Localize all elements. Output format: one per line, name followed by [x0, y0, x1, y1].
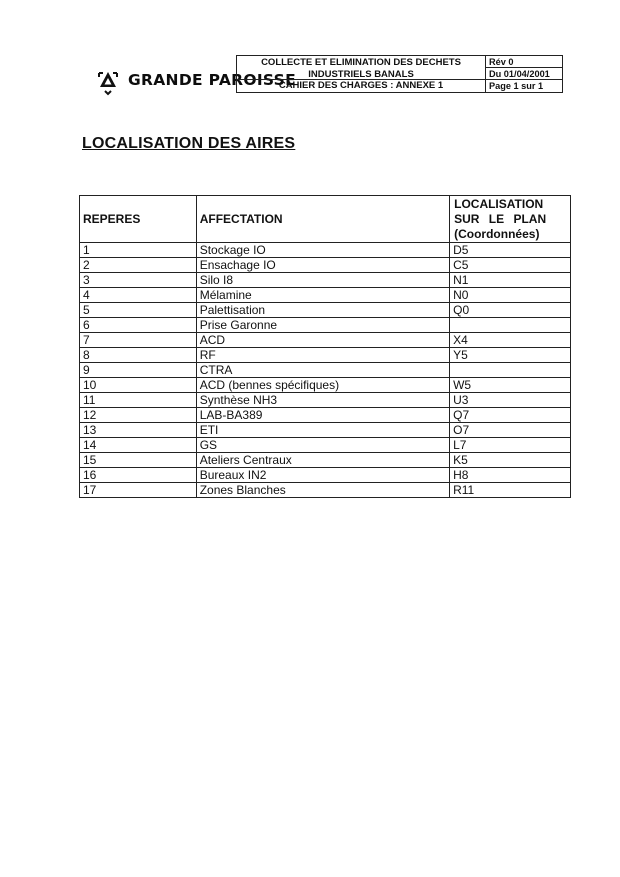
cell-localisation: Q7 [450, 408, 571, 423]
header-localisation-line-1: LOCALISATION [454, 196, 544, 211]
cell-affectation: Bureaux IN2 [196, 468, 449, 483]
locations-table [79, 195, 571, 498]
table-row [80, 438, 571, 453]
cell-repere: 14 [80, 438, 197, 453]
cell-affectation: LAB-BA389 [196, 408, 449, 423]
cell-localisation: R11 [450, 483, 571, 498]
title-line-1: COLLECTE ET ELIMINATION DES DECHETS [261, 57, 461, 68]
cell-localisation: L7 [450, 438, 571, 453]
cell-localisation: K5 [450, 453, 571, 468]
cell-affectation: ACD [196, 333, 449, 348]
cell-affectation: Stockage IO [196, 243, 449, 258]
table-row [80, 393, 571, 408]
document-title-block [237, 56, 486, 92]
cell-repere: 7 [80, 333, 197, 348]
cell-affectation: ETI [196, 423, 449, 438]
cell-affectation: Silo I8 [196, 273, 449, 288]
cell-repere: 2 [80, 258, 197, 273]
header-localisation [450, 196, 571, 243]
table-row [80, 273, 571, 288]
cell-repere: 3 [80, 273, 197, 288]
cell-repere: 10 [80, 378, 197, 393]
company-name: GRANDE PAROISSE [128, 71, 297, 89]
cell-repere: 11 [80, 393, 197, 408]
cell-localisation: Y5 [450, 348, 571, 363]
cell-repere: 8 [80, 348, 197, 363]
table-row [80, 483, 571, 498]
cell-localisation: U3 [450, 393, 571, 408]
cell-affectation: Palettisation [196, 303, 449, 318]
revision: Rév 0 [486, 57, 562, 68]
cell-affectation: GS [196, 438, 449, 453]
cell-repere: 16 [80, 468, 197, 483]
cell-repere: 15 [80, 453, 197, 468]
header-affectation: AFFECTATION [196, 196, 449, 243]
table-row [80, 333, 571, 348]
cell-affectation: Synthèse NH3 [196, 393, 449, 408]
cell-repere: 1 [80, 243, 197, 258]
header-localisation-line-2: SUR LE PLAN [454, 211, 547, 226]
cell-repere: 17 [80, 483, 197, 498]
table-row [80, 468, 571, 483]
cell-localisation [450, 363, 571, 378]
cell-localisation: H8 [450, 468, 571, 483]
cell-affectation: Ateliers Centraux [196, 453, 449, 468]
cell-affectation: Zones Blanches [196, 483, 449, 498]
cell-affectation: Mélamine [196, 288, 449, 303]
table-row [80, 423, 571, 438]
cell-localisation [450, 318, 571, 333]
cell-localisation: X4 [450, 333, 571, 348]
table-row [80, 408, 571, 423]
table-header-row [80, 196, 571, 243]
cell-repere: 6 [80, 318, 197, 333]
table-row [80, 348, 571, 363]
cell-localisation: Q0 [450, 303, 571, 318]
table-row [80, 288, 571, 303]
cell-localisation: O7 [450, 423, 571, 438]
cell-affectation: RF [196, 348, 449, 363]
title-line-2: INDUSTRIELS BANALS [308, 69, 414, 80]
cell-repere: 4 [80, 288, 197, 303]
table-row [80, 243, 571, 258]
cell-repere: 9 [80, 363, 197, 378]
document-meta-block [486, 56, 562, 92]
table-row [80, 258, 571, 273]
company-logo-icon [96, 70, 120, 96]
table-row [80, 318, 571, 333]
cell-repere: 5 [80, 303, 197, 318]
document-header [236, 55, 563, 93]
cell-localisation: D5 [450, 243, 571, 258]
table-row [80, 363, 571, 378]
cell-localisation: W5 [450, 378, 571, 393]
cell-affectation: Ensachage IO [196, 258, 449, 273]
cell-localisation: N0 [450, 288, 571, 303]
table-row [80, 303, 571, 318]
page-number: Page 1 sur 1 [489, 81, 544, 91]
company-logo [96, 70, 297, 96]
revision-date: Du 01/04/2001 [486, 69, 562, 80]
table-row [80, 453, 571, 468]
header-reperes: REPERES [80, 196, 197, 243]
header-localisation-line-3: (Coordonnées) [454, 226, 540, 241]
cell-localisation: C5 [450, 258, 571, 273]
table-row [80, 378, 571, 393]
section-title: LOCALISATION DES AIRES [82, 135, 296, 152]
cell-repere: 13 [80, 423, 197, 438]
cell-affectation: Prise Garonne [196, 318, 449, 333]
title-line-3: CAHIER DES CHARGES : ANNEXE 1 [278, 80, 444, 91]
cell-localisation: N1 [450, 273, 571, 288]
cell-repere: 12 [80, 408, 197, 423]
cell-affectation: ACD (bennes spécifiques) [196, 378, 449, 393]
cell-affectation: CTRA [196, 363, 449, 378]
